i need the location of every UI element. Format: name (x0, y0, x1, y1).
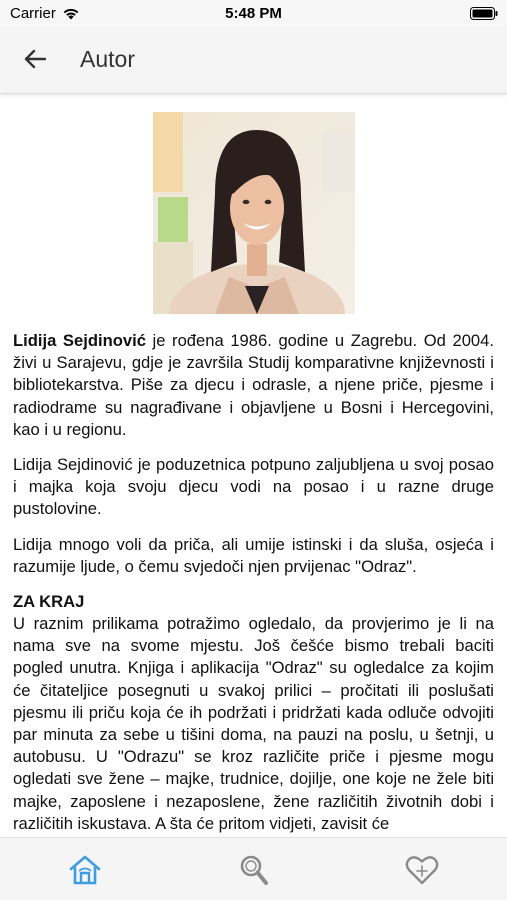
tab-search[interactable] (234, 850, 274, 890)
status-bar (0, 0, 507, 26)
bottom-tab-bar (0, 837, 507, 900)
home-icon (68, 854, 102, 886)
bio-paragraph-1 (13, 330, 494, 441)
back-button[interactable] (18, 42, 52, 76)
section-paragraph: U raznim prilikama potražimo ogledalo, da provjerimo je li na nama sve na svome mjestu. Još češće bismo trebali baciti pogled unutra. Knjiga i aplikacija "Odraz" su ogledalce za kojim će čitateljice posegnuti u svakoj prilici – pročitati ili poslušati pjesmu ili priču koja će ih podržati i pridržati kada odluče odvojiti par minuta za sebe u tišini doma, na pauzi na poslu, u šetnji, u autobusu. U "Odrazu" se kroz različite priče i pjesme mogu ogledati sve žene – majke, trudnice, dojilje, one koje ne žele biti majke, zaposlene i nezaposlene, žene različitih životnih dobi i različitih iskustava. A šta će pritom vidjeti, zavisit će (13, 614, 494, 833)
arrow-left-icon (24, 49, 46, 69)
author-name: Lidija Sejdinović (13, 331, 146, 350)
bio-paragraph-2: Lidija Sejdinović je poduzetnica potpuno zaljubljena u svoj posao i majka koja svoju djecu vodi na posao i u razne druge pustolovine. (13, 455, 494, 519)
tab-home[interactable] (65, 850, 105, 890)
carrier-label: Carrier (10, 5, 56, 22)
page-title: Autor (80, 46, 135, 72)
bio-paragraph-3: Lidija mnogo voli da priča, ali umije istinski i da sluša, osjeća i razumije ljude, o čemu svjedoči njen prvijenac "Odraz". (13, 534, 494, 576)
search-icon (238, 853, 270, 887)
author-content[interactable] (0, 95, 507, 837)
author-photo (153, 112, 355, 314)
heart-icon (405, 854, 439, 886)
tab-favorites[interactable] (402, 850, 442, 890)
battery-icon (470, 7, 498, 20)
bio-text-1: je rođena 1986. godine u Zagrebu. Od 2004. živi u Sarajevu, gdje je završila Studij komparativne književnosti i bibliotekarstva. Piše za djecu i odrasle, a njene priče, pjesme i radiodrame su nagrađivane i objavljene u Bosni i Hercegovini, kao i u regionu. (13, 331, 494, 439)
app-header (0, 26, 507, 94)
section-title: ZA KRAJ (13, 592, 85, 612)
status-time: 5:48 PM (225, 5, 282, 22)
